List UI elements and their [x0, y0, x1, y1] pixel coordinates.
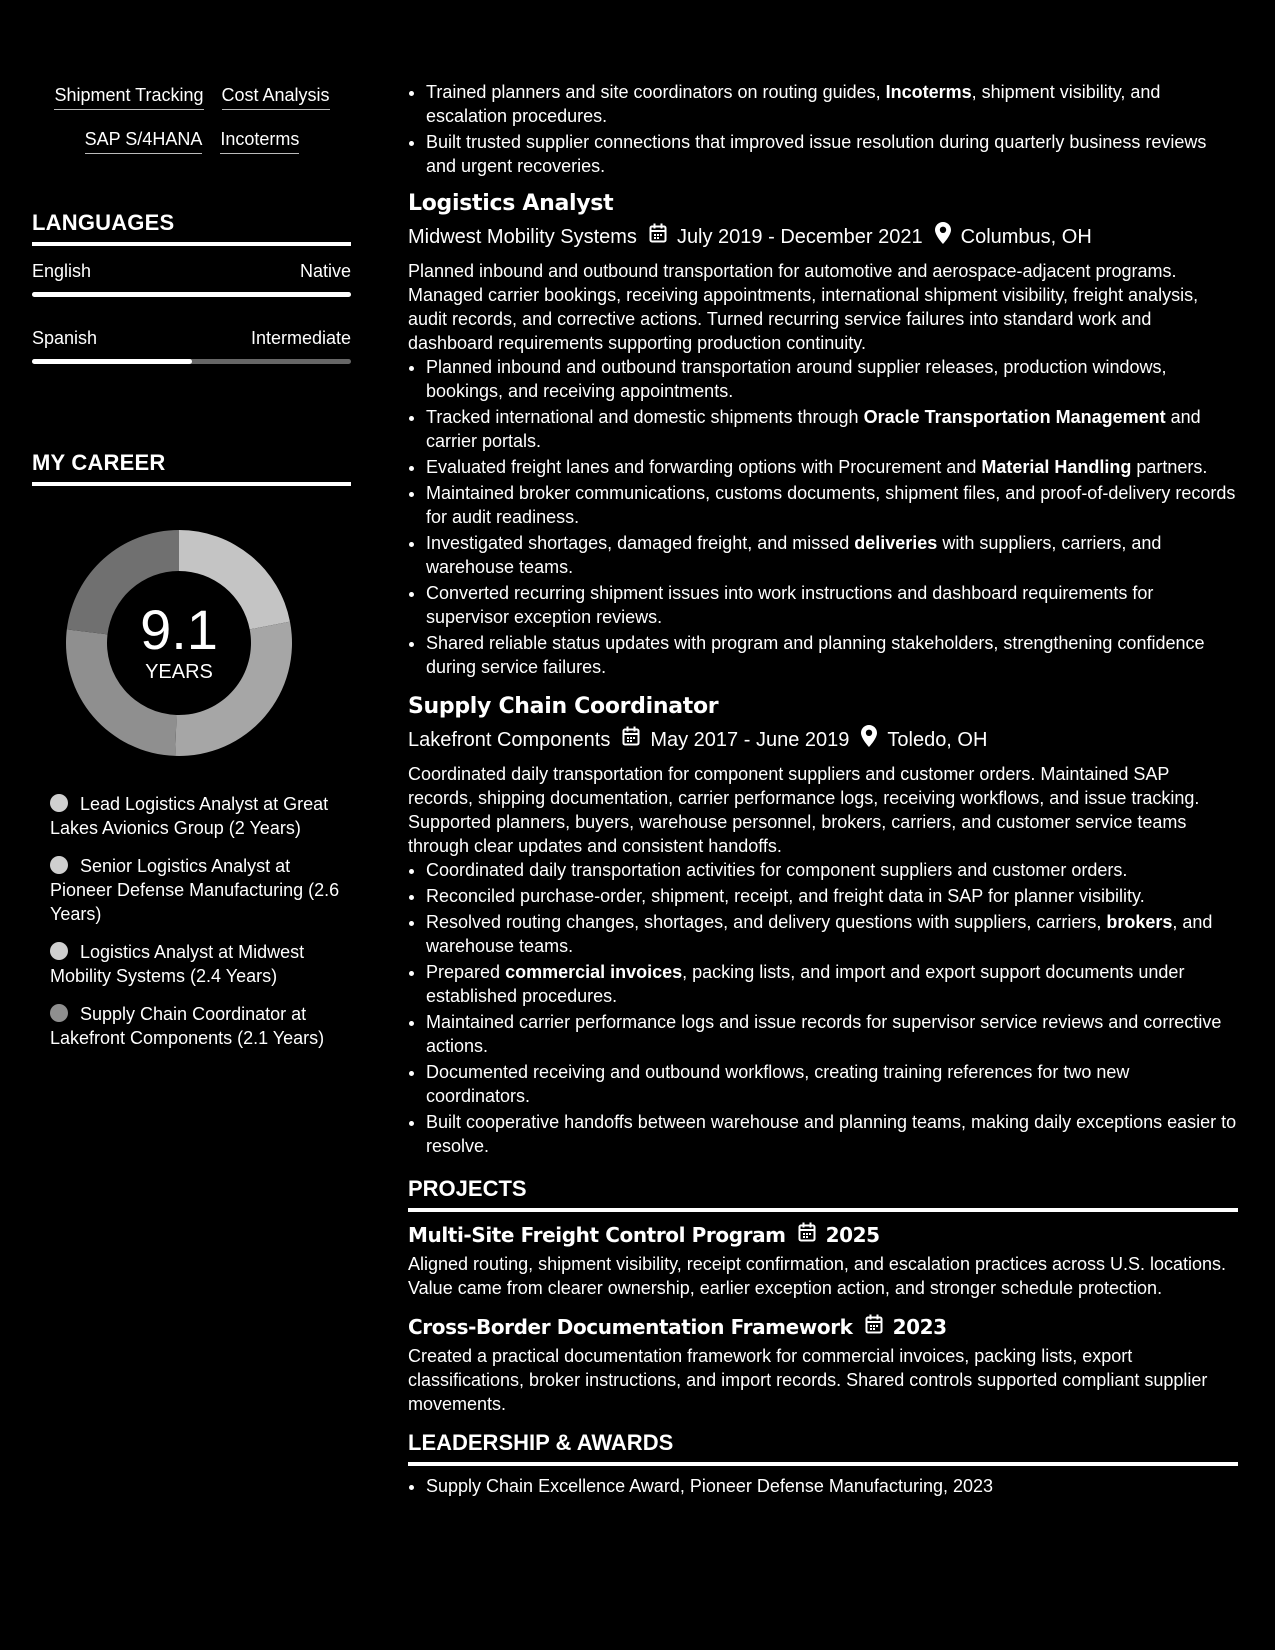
job-dates: May 2017 - June 2019 — [650, 728, 850, 751]
job-bullets — [408, 858, 1238, 1158]
bullet-item: • Prepared commercial invoices, packing lists, and import and export support documents under established procedures. — [426, 960, 1238, 1008]
language-bar — [32, 292, 351, 297]
awards-title: LEADERSHIP & AWARDS — [408, 1430, 1238, 1466]
job-summary: Planned inbound and outbound transportation for automotive and aerospace-adjacent programs. Managed carrier bookings, receiving appointments, international shipment visibility, freight analysis, audit records, and corrective actions. Turned recurring service failures into standard work and dashboard requirements supporting production continuity. — [408, 261, 1199, 353]
project-name: Multi-Site Freight Control Program — [408, 1223, 786, 1247]
career-unit: YEARS — [145, 661, 213, 683]
language-bar — [32, 359, 351, 364]
company-name: Midwest Mobility Systems — [408, 225, 637, 248]
bullet-item: • Built trusted supplier connections that improved issue resolution during quarterly business reviews and urgent recoveries. — [426, 130, 1238, 178]
language-level: Intermediate — [250, 328, 351, 348]
job-dates: July 2019 - December 2021 — [676, 225, 923, 248]
previous-job-bullets — [408, 80, 1238, 178]
projects-list — [408, 1222, 1238, 1416]
bullet-item: • Shared reliable status updates with program and planning stakeholders, strengthening confidence during service failures. — [426, 631, 1238, 679]
language-bar-fill — [32, 359, 192, 364]
career-item: Lead Logistics Analyst at Great Lakes Avionics Group (2 Years) — [50, 794, 329, 838]
company-name: Lakefront Components — [408, 728, 611, 751]
bullet-item: • Investigated shortages, damaged freight, and missed deliveries with suppliers, carriers, and warehouse teams. — [426, 531, 1238, 579]
project-name: Cross-Border Documentation Framework — [408, 1315, 853, 1339]
legend-dot — [50, 856, 68, 874]
skill-tag: SAP S/4HANA — [85, 128, 203, 154]
language-level: Native — [299, 261, 351, 281]
career-donut-chart — [66, 530, 292, 756]
bullet-item: • Resolved routing changes, shortages, and delivery questions with suppliers, carriers, brokers, and warehouse teams. — [426, 910, 1238, 958]
skills-row — [32, 128, 352, 154]
project-title — [408, 1314, 1238, 1340]
skills-tags — [32, 84, 352, 172]
skill-tag: Cost Analysis — [222, 84, 330, 110]
bullet-item: • Reconciled purchase-order, shipment, receipt, and freight data in SAP for planner visibility. — [426, 884, 1238, 908]
sidebar — [0, 0, 376, 1650]
bullet-item: • Planned inbound and outbound transportation around supplier releases, production windows, bookings, and receiving appointments. — [426, 355, 1238, 403]
career-list — [50, 792, 340, 1064]
job-summary: Coordinated daily transportation for component suppliers and customer orders. Maintained SAP records, shipping documentation, carrier performance logs, receiving workflows, and issue tracking. Supported planners, buyers, warehouse personnel, brokers, carriers, and customer service teams through clear updates and consistent handoffs. — [408, 764, 1200, 856]
career-item: Senior Logistics Analyst at Pioneer Defense Manufacturing (2.6 Years) — [50, 856, 340, 924]
job-title: Supply Chain Coordinator — [408, 694, 719, 719]
bullet-item: • Tracked international and domestic shipments through Oracle Transportation Management and carrier portals. — [426, 405, 1238, 453]
project-title — [408, 1222, 1238, 1248]
award-item: • Supply Chain Excellence Award, Pioneer Defense Manufacturing, 2023 — [426, 1474, 1238, 1498]
languages-section — [32, 210, 351, 364]
skill-tag: Shipment Tracking — [54, 84, 203, 110]
project-description: Aligned routing, shipment visibility, receipt confirmation, and escalation practices across U.S. locations. Value came from clearer ownership, earlier exception action, and stronger schedule protection. — [408, 1254, 1227, 1298]
career-item: Supply Chain Coordinator at Lakefront Components (2.1 Years) — [50, 1004, 325, 1048]
calendar-icon — [798, 1222, 816, 1248]
language-name: English — [32, 261, 92, 281]
bullet-item: • Maintained broker communications, customs documents, shipment files, and proof-of-delivery records for audit readiness. — [426, 481, 1238, 529]
location-pin-icon — [935, 222, 951, 251]
job-location: Columbus, OH — [960, 225, 1092, 248]
career-total: 9.1 — [140, 598, 218, 661]
job-title: Logistics Analyst — [408, 191, 614, 216]
awards-list — [408, 1474, 1238, 1498]
legend-dot — [50, 1004, 68, 1022]
bullet-item: • Trained planners and site coordinators on routing guides, Incoterms, shipment visibility, and escalation procedures. — [426, 80, 1238, 128]
career-item: Logistics Analyst at Midwest Mobility Systems (2.4 Years) — [50, 942, 305, 986]
job-meta — [408, 725, 1238, 754]
language-name: Spanish — [32, 328, 98, 348]
main-content — [376, 0, 1275, 1650]
languages-title: LANGUAGES — [32, 210, 351, 246]
job-entry — [408, 190, 1238, 679]
project-entry — [408, 1314, 1238, 1416]
language-item — [32, 327, 351, 364]
project-description: Created a practical documentation framework for commercial invoices, packing lists, export classifications, broker instructions, and import records. Shared controls supported compliant supplier movements. — [408, 1346, 1208, 1414]
language-bar-fill — [32, 292, 351, 297]
job-entry — [408, 693, 1238, 1158]
project-entry — [408, 1222, 1238, 1300]
legend-dot — [50, 942, 68, 960]
job-meta — [408, 222, 1238, 251]
skill-tag: Incoterms — [220, 128, 299, 154]
experience-list — [408, 190, 1238, 1158]
location-pin-icon — [861, 725, 877, 754]
calendar-icon — [865, 1314, 883, 1340]
skills-row — [32, 84, 352, 110]
job-location: Toledo, OH — [887, 728, 988, 751]
calendar-icon — [622, 726, 640, 753]
bullet-item: • Coordinated daily transportation activities for component suppliers and customer orders. — [426, 858, 1238, 882]
career-title: MY CAREER — [32, 450, 351, 486]
calendar-icon — [649, 223, 667, 250]
resume-body — [408, 80, 1238, 1500]
bullet-item: • Evaluated freight lanes and forwarding options with Procurement and Material Handling partners. — [426, 455, 1238, 479]
project-year: 2023 — [892, 1315, 947, 1339]
bullet-item: • Converted recurring shipment issues into work instructions and dashboard requirements for supervisor exception reviews. — [426, 581, 1238, 629]
job-bullets — [408, 355, 1238, 679]
projects-title: PROJECTS — [408, 1176, 1238, 1212]
bullet-item: • Documented receiving and outbound workflows, creating training references for two new coordinators. — [426, 1060, 1238, 1108]
bullet-item: • Built cooperative handoffs between warehouse and planning teams, making daily exceptions easier to resolve. — [426, 1110, 1238, 1158]
project-year: 2025 — [825, 1223, 880, 1247]
bullet-item: • Maintained carrier performance logs and issue records for supervisor service reviews and corrective actions. — [426, 1010, 1238, 1058]
career-section — [32, 450, 351, 486]
legend-dot — [50, 794, 68, 812]
language-item — [32, 260, 351, 297]
